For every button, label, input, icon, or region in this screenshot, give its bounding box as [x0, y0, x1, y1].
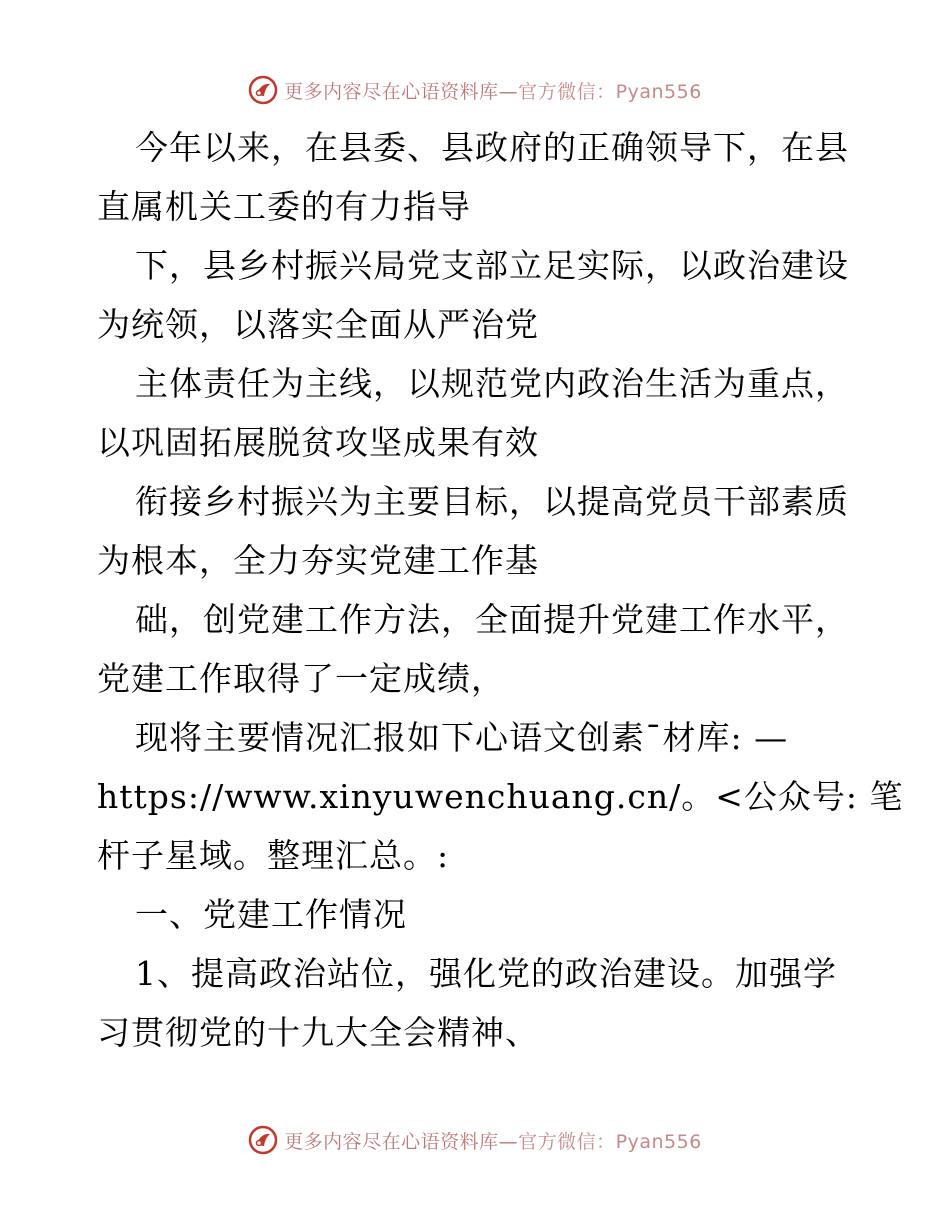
body-line: 主体责任为主线，以规范党内政治生活为重点，	[135, 364, 849, 403]
body-line: https://www.xinyuwenchuang.cn/。<公众号: 笔	[97, 777, 904, 816]
body-line: 直属机关工委的有力指导	[97, 187, 471, 226]
section-heading: 一、党建工作情况	[135, 895, 407, 934]
body-line: 现将主要情况汇报如下心语文创素¯材库: —	[135, 718, 789, 757]
body-line: 习贯彻党的十九大全会精神、	[97, 1013, 539, 1052]
footer-banner-main: 更多内容尽在心语资料库—	[284, 1130, 519, 1153]
body-line: 础，创党建工作方法，全面提升党建工作水平，	[135, 600, 849, 639]
header-banner-wechat: 官方微信：Pyan556	[518, 80, 702, 103]
brand-logo-icon	[248, 1125, 278, 1155]
header-banner-text	[284, 77, 702, 104]
body-line: 下，县乡村振兴局党支部立足实际，以政治建设	[135, 246, 849, 285]
footer-banner-wechat: 官方微信：Pyan556	[518, 1130, 702, 1153]
header-banner-main: 更多内容尽在心语资料库—	[284, 80, 519, 103]
body-line: 党建工作取得了一定成绩，	[97, 659, 505, 698]
footer-banner	[0, 1120, 950, 1160]
brand-logo-icon	[248, 75, 278, 105]
body-line: 为统领，以落实全面从严治党	[97, 305, 539, 344]
header-banner	[0, 70, 950, 110]
body-line: 1、提高政治站位，强化党的政治建设。加强学	[135, 954, 837, 993]
body-line: 为根本，全力夯实党建工作基	[97, 541, 539, 580]
footer-banner-text	[284, 1127, 702, 1154]
body-line: 衔接乡村振兴为主要目标，以提高党员干部素质	[135, 482, 849, 521]
body-line: 杆子星域。整理汇总。:	[97, 836, 450, 875]
document-body	[97, 118, 904, 1062]
body-line: 以巩固拓展脱贫攻坚成果有效	[97, 423, 539, 462]
body-line: 今年以来，在县委、县政府的正确领导下，在县	[135, 128, 849, 167]
